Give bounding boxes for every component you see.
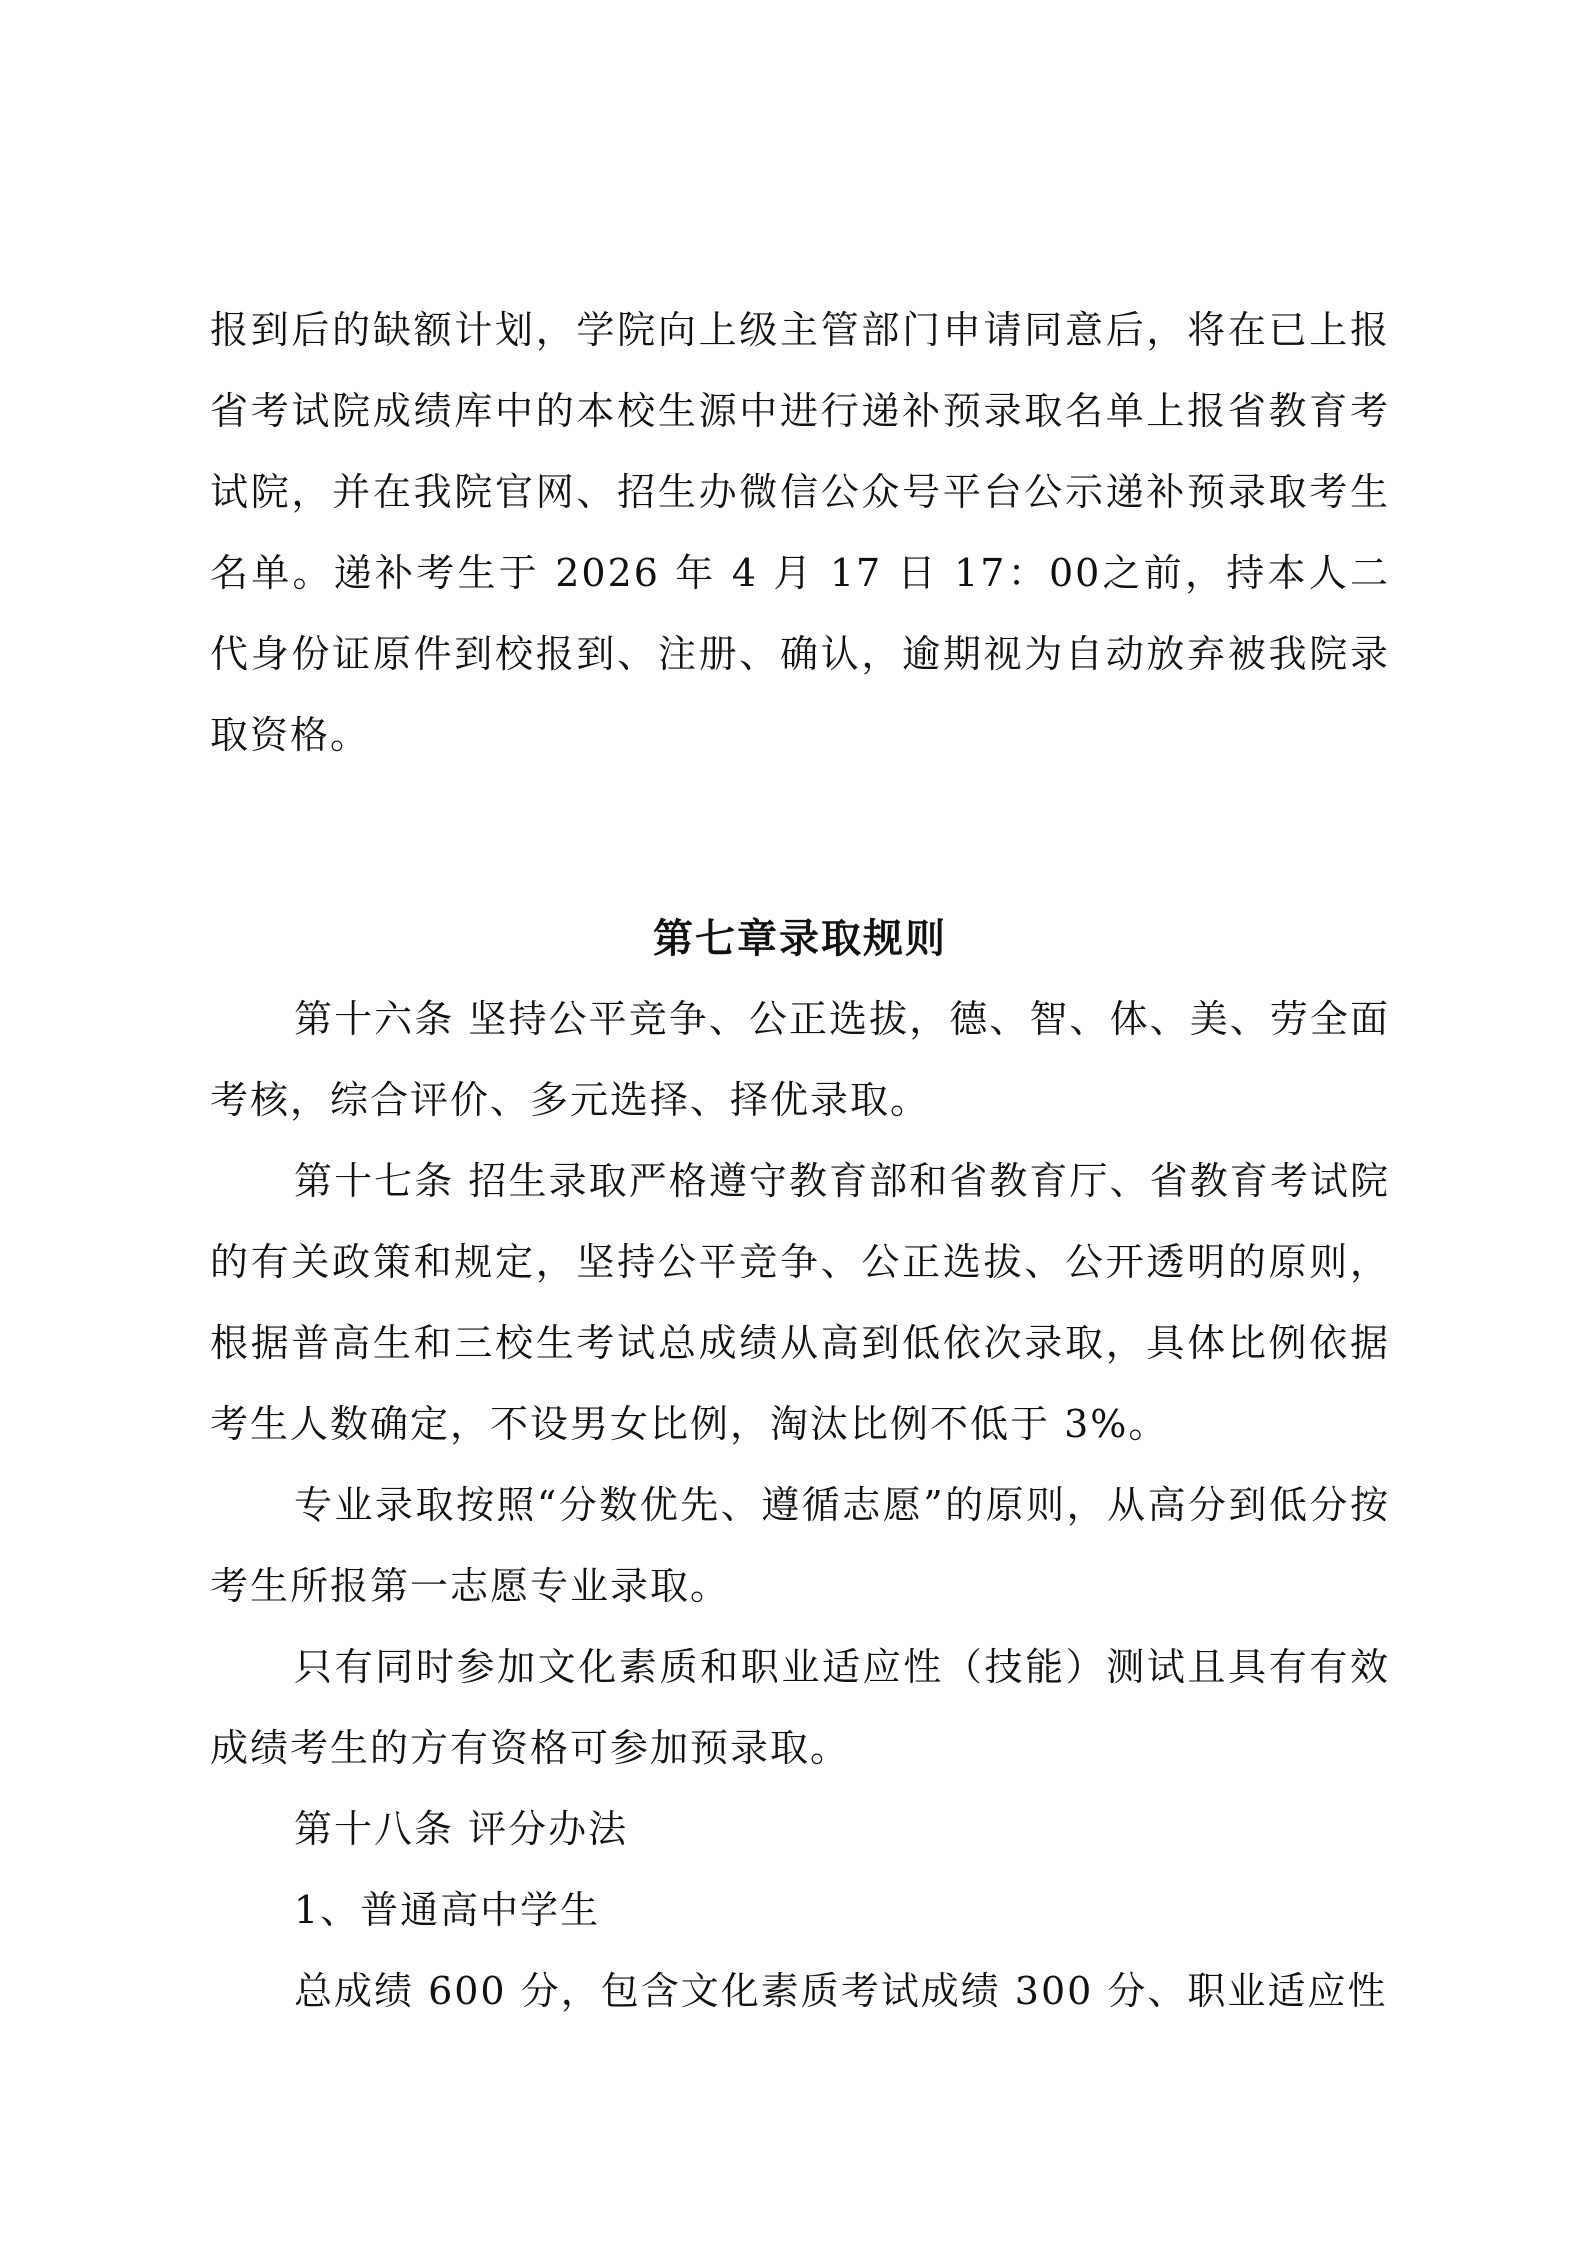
article-18-heading: 第十八条 评分办法 [294, 1807, 629, 1851]
eligibility-paragraph: 只有同时参加文化素质和职业适应性（技能）测试且具有有效成绩考生的方有资格可参加预录取。 [210, 1645, 1390, 1770]
major-admission-paragraph: 专业录取按照“分数优先、遵循志愿”的原则，从高分到低分按考生所报第一志愿专业录取。 [210, 1483, 1390, 1608]
general-high-school-heading: 1、普通高中学生 [294, 1888, 601, 1932]
total-score-paragraph: 总成绩 600 分，包含文化素质考试成绩 300 分、职业适应性 [294, 1969, 1388, 2013]
chapter-title: 第七章录取规则 [653, 915, 947, 962]
article-17-paragraph: 第十七条 招生录取严格遵守教育部和省教育厅、省教育考试院的有关政策和规定，坚持公平竞争、公正选拔、公开透明的原则，根据普高生和三校生考试总成绩从高到低依次录取，具体比例依据考生人数确定，不设男女比例，淘汰比例不低于 3%。 [210, 1159, 1390, 1446]
document-body [210, 290, 1390, 2032]
section-gap [210, 776, 1390, 898]
continued-paragraph: 报到后的缺额计划，学院向上级主管部门申请同意后，将在已上报省考试院成绩库中的本校生源中进行递补预录取名单上报省教育考试院，并在我院官网、招生办微信公众号平台公示递补预录取考生名单。递补考生于 2026 年 4 月 17 日 17：00之前，持本人二代身份证原件到校报到、注册、确认，逾期视为自动放弃被我院录取资格。 [210, 308, 1390, 757]
article-16-paragraph: 第十六条 坚持公平竞争、公正选拔，德、智、体、美、劳全面考核，综合评价、多元选择、择优录取。 [210, 997, 1390, 1122]
